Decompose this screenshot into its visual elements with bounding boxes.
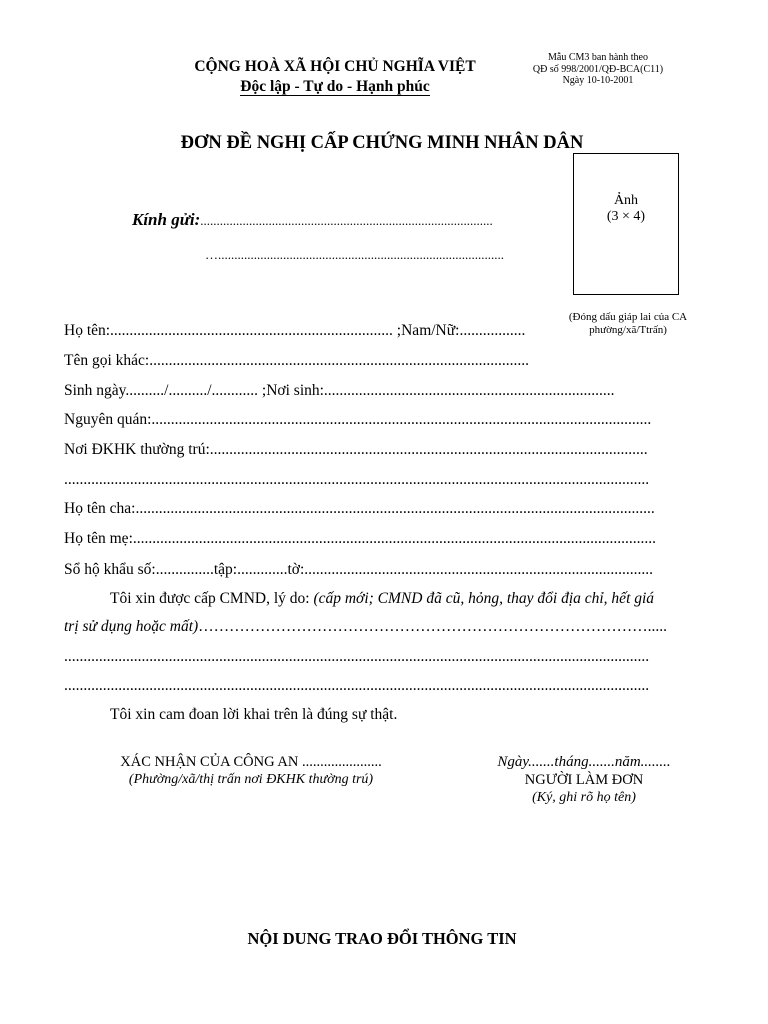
form-reference-line3: Ngày 10-10-2001 xyxy=(562,75,634,86)
residence-field[interactable]: Nơi ĐKHK thường trú:................................................................................................................. xyxy=(64,441,648,458)
photo-placeholder xyxy=(573,153,679,295)
recipient-field-1[interactable]: .......................................................................................... xyxy=(200,213,493,228)
applicant-signature-note: (Ký, ghi rõ họ tên) xyxy=(532,790,636,805)
reason-extra-field-2[interactable]: ....................................................................................................................................................... xyxy=(64,677,650,694)
reason-line xyxy=(110,590,654,608)
recipient-line xyxy=(132,210,493,230)
full-name-field[interactable]: Họ tên:......................................................................... ;Nam/Nữ:................. xyxy=(64,322,526,339)
signature-date-text[interactable]: Ngày.......tháng.......năm........ xyxy=(497,754,671,770)
recipient-label: Kính gửi: xyxy=(132,210,201,229)
police-confirmation-note: (Phường/xã/thị trấn nơi ĐKHK thường trú) xyxy=(128,772,374,787)
form-reference xyxy=(530,52,666,87)
declaration-text: Tôi xin cam đoan lời khai trên là đúng sự thật. xyxy=(110,706,398,723)
section-title: NỘI DUNG TRAO ĐỔI THÔNG TIN xyxy=(247,929,517,948)
police-confirmation-heading: XÁC NHẬN CỦA CÔNG AN ...................... xyxy=(120,754,382,770)
residence-continued-field[interactable]: ....................................................................................................................................................... xyxy=(64,471,650,488)
birth-field[interactable]: Sinh ngày........../........../............ ;Nơi sinh:........................................................................... xyxy=(64,382,615,399)
household-book-field[interactable]: Sổ hộ khẩu số:...............tập:.............tờ:.......................................................................................... xyxy=(64,561,654,578)
nation-heading: CỘNG HOÀ XÃ HỘI CHỦ NGHĨA VIỆT xyxy=(194,58,476,75)
reason-line-continued xyxy=(64,618,667,636)
reason-options-part1: (cấp mới; CMND đã cũ, hỏng, thay đổi địa chỉ, hết giá xyxy=(313,590,655,607)
reason-lead: Tôi xin được cấp CMND, lý do: xyxy=(110,590,314,607)
photo-label: Ảnh xyxy=(613,193,639,208)
recipient-field-2[interactable]: …........................................................................................ xyxy=(205,247,504,262)
form-reference-line1: Mẫu CM3 ban hành theo xyxy=(548,52,648,63)
motto-text: Độc lập - Tự do - Hạnh phúc xyxy=(240,78,430,95)
reason-field[interactable]: ……………………………………………………………………………..... xyxy=(198,618,668,635)
signature-date xyxy=(470,754,698,771)
document-title: ĐƠN ĐỀ NGHỊ CẤP CHỨNG MINH NHÂN DÂN xyxy=(180,133,584,153)
photo-size: (3 × 4) xyxy=(606,209,646,224)
reason-options-part2: trị sử dụng hoặc mất) xyxy=(64,618,199,635)
motto-heading xyxy=(150,78,520,96)
native-place-field[interactable]: Nguyên quán:................................................................................................................................. xyxy=(64,411,652,428)
father-name-field[interactable]: Họ tên cha:...................................................................................................................................... xyxy=(64,500,655,517)
other-name-field[interactable]: Tên gọi khác:.................................................................................................. xyxy=(64,352,529,369)
form-reference-line2: QĐ số 998/2001/QĐ-BCA(C11) xyxy=(532,63,664,75)
applicant-heading: NGƯỜI LÀM ĐƠN xyxy=(524,772,644,788)
photo-stamp-note: (Đóng dấu giáp lai của CA phường/xã/Ttrấn) xyxy=(568,311,688,336)
reason-extra-field-1[interactable]: ....................................................................................................................................................... xyxy=(64,648,650,665)
mother-name-field[interactable]: Họ tên mẹ:....................................................................................................................................... xyxy=(64,530,656,547)
